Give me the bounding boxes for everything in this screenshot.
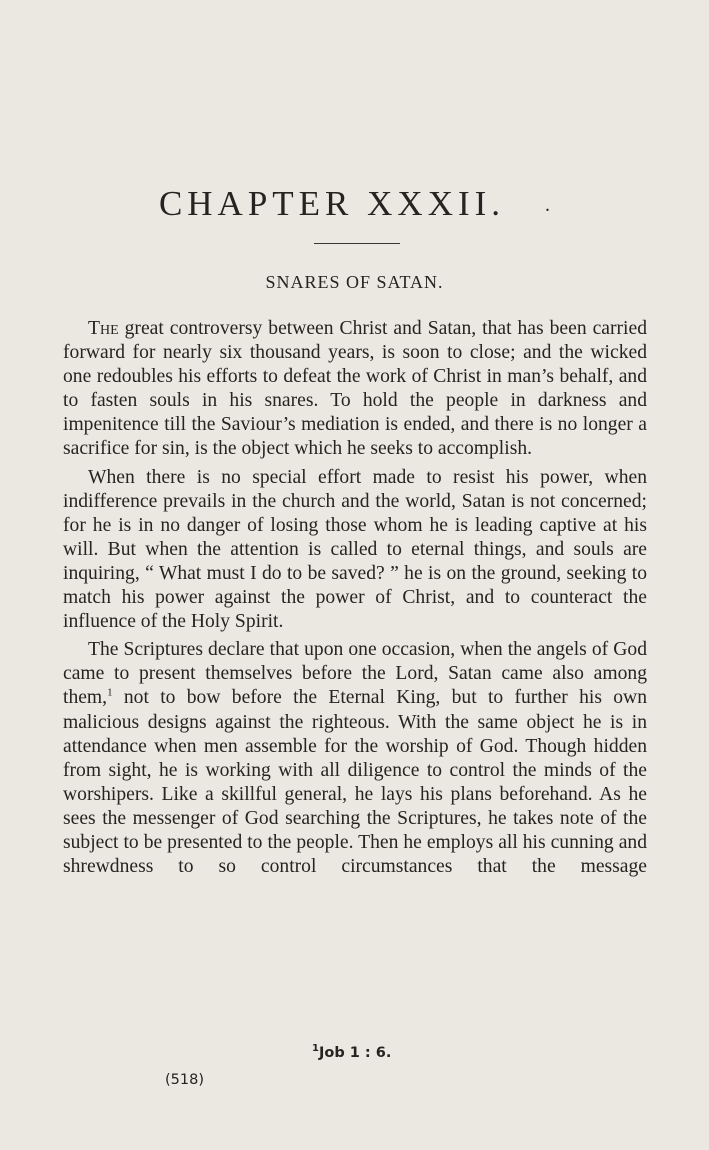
page-number: (518) [165,1072,204,1088]
paragraph-lead: The [88,318,119,339]
paragraph-2: When there is no special effort made to resist his power, when indifference prevails in the church and the world, Satan is not concerned; for he is in no danger of losing those whom he is leading captive at his will. But when the attention is called to eternal things, and souls are inquiring, “ What must I do to be saved? ” he is on the ground, seeking to match his power against the power of Christ, and to counteract the influence of the Holy Spirit. [63,466,647,633]
body-text [63,317,647,879]
footnote [312,1045,391,1061]
title-rule [314,243,400,244]
footnote-text: Job 1 : 6. [318,1045,392,1061]
footnote-marker: 1 [312,1043,319,1055]
chapter-title [0,184,709,224]
paragraph-1 [63,317,647,462]
section-title: SNARES OF SATAN. [265,272,444,292]
stray-mark: . [545,194,551,216]
footnote-ref[interactable]: 1 [107,686,113,699]
chapter-title-text: CHAPTER XXXII. [158,184,506,223]
paragraph-text: great controversy between Christ and Satan, that has been carried forward for nearly six thousand years, is soon to close; and the wicked one redoubles his efforts to defeat the work of Christ in man’s behalf, and to fasten souls in his snares. To hold the people in darkness and impenitence till the Saviour’s mediation is ended, and there is no longer a sacrifice for sin, is the object which he seeks to accomplish. [63,318,647,460]
paragraph-text-after-note: not to bow before the Eternal King, but to further his own malicious designs against the righteous. With the same object he is in attendance when men assemble for the worship of God. Though hidden from sight, he is working with all diligence to control the minds of the worshipers. Like a skillful general, he lays his plans beforehand. As he sees the messenger of God searching the Scriptures, he takes note of the subject to be presented to the people. Then he employs all his cunning and shrewdness to so control circumstances that the message [63,687,647,878]
paragraph-3 [63,638,647,879]
paragraph-text-before-note: The Scriptures declare that upon one occasion, when the angels of God came to present themselves before the Lord, Satan came also among them, [63,639,647,709]
